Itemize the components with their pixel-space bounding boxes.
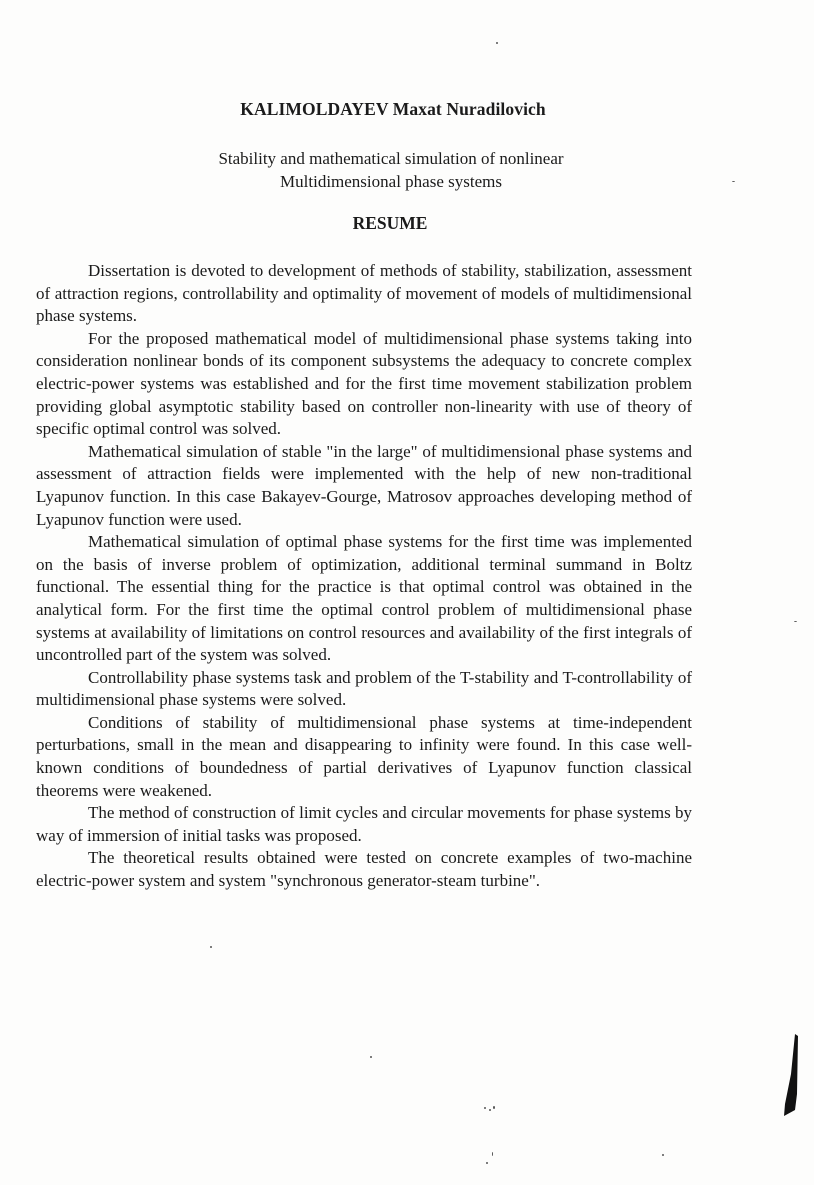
scan-speck (489, 1109, 491, 1111)
paragraph: Conditions of stability of multidimensional phase systems at time-independent perturbations, small in the mean and disappearing to infinity were found. In this case well-known conditions of boundedness of partial derivatives of Lyapunov function classical theorems were weakened. (36, 712, 692, 800)
scan-speck (662, 1154, 664, 1156)
paragraph: The method of construction of limit cycles and circular movements for phase systems by way of immersion of initial tasks was proposed. (36, 803, 692, 845)
paragraph: For the proposed mathematical model of multidimensional phase systems taking into consideration nonlinear bonds of its component subsystems the adequacy to concrete complex electric-power systems was established and for the first time movement stabilization problem providing global asymptotic stability based on controller non-linearity with use of theory of specific optimal control was solved. (36, 328, 692, 439)
paragraph: The theoretical results obtained were tested on concrete examples of two-machine electric-power system and system "synchronous generator-steam turbine". (36, 848, 692, 891)
section-heading: RESUME (352, 213, 428, 233)
paragraph: Mathematical simulation of stable "in the large" of multidimensional phase systems and assessment of attraction fields were implemented with the help of new non-traditional Lyapunov function. In this case Bakayev-Gourge, Matrosov approaches developing method of Lyapunov function were used. (36, 441, 692, 529)
scan-speck (794, 621, 797, 622)
scan-speck (496, 42, 498, 44)
dissertation-title-line-1: Stability and mathematical simulation of nonlinear (218, 149, 564, 168)
dissertation-title-line-2: Multidimensional phase systems (280, 172, 502, 191)
author-name: KALIMOLDAYEV Maxat Nuradilovich (240, 99, 546, 119)
scan-speck (492, 1152, 493, 1156)
paragraph: Dissertation is devoted to development of methods of stability, stabilization, assessment of attraction regions, controllability and optimality of movement of models of multidimensional phase systems. (36, 261, 692, 326)
paragraph: Mathematical simulation of optimal phase systems for the first time was implemented on the basis of inverse problem of optimization, additional terminal summand in Boltz functional. The essential thing for the practice is that optimal control was obtained in the analytical form. For the first time the optimal control problem of multidimensional phase systems at availability of limitations on control resources and availability of the first integrals of uncontrolled part of the system was solved. (36, 532, 692, 665)
scan-speck (370, 1056, 372, 1058)
scan-speck (486, 1162, 488, 1164)
scan-speck (484, 1107, 486, 1109)
scan-speck (732, 181, 735, 182)
scan-speck (493, 1106, 495, 1109)
resume-body (36, 260, 692, 893)
scan-edge-mark (781, 1034, 799, 1116)
dissertation-title (0, 147, 782, 193)
paragraph: Controllability phase systems task and problem of the T-stability and T-controllability of multidimensional phase systems were solved. (36, 667, 692, 710)
scan-speck (210, 946, 212, 948)
